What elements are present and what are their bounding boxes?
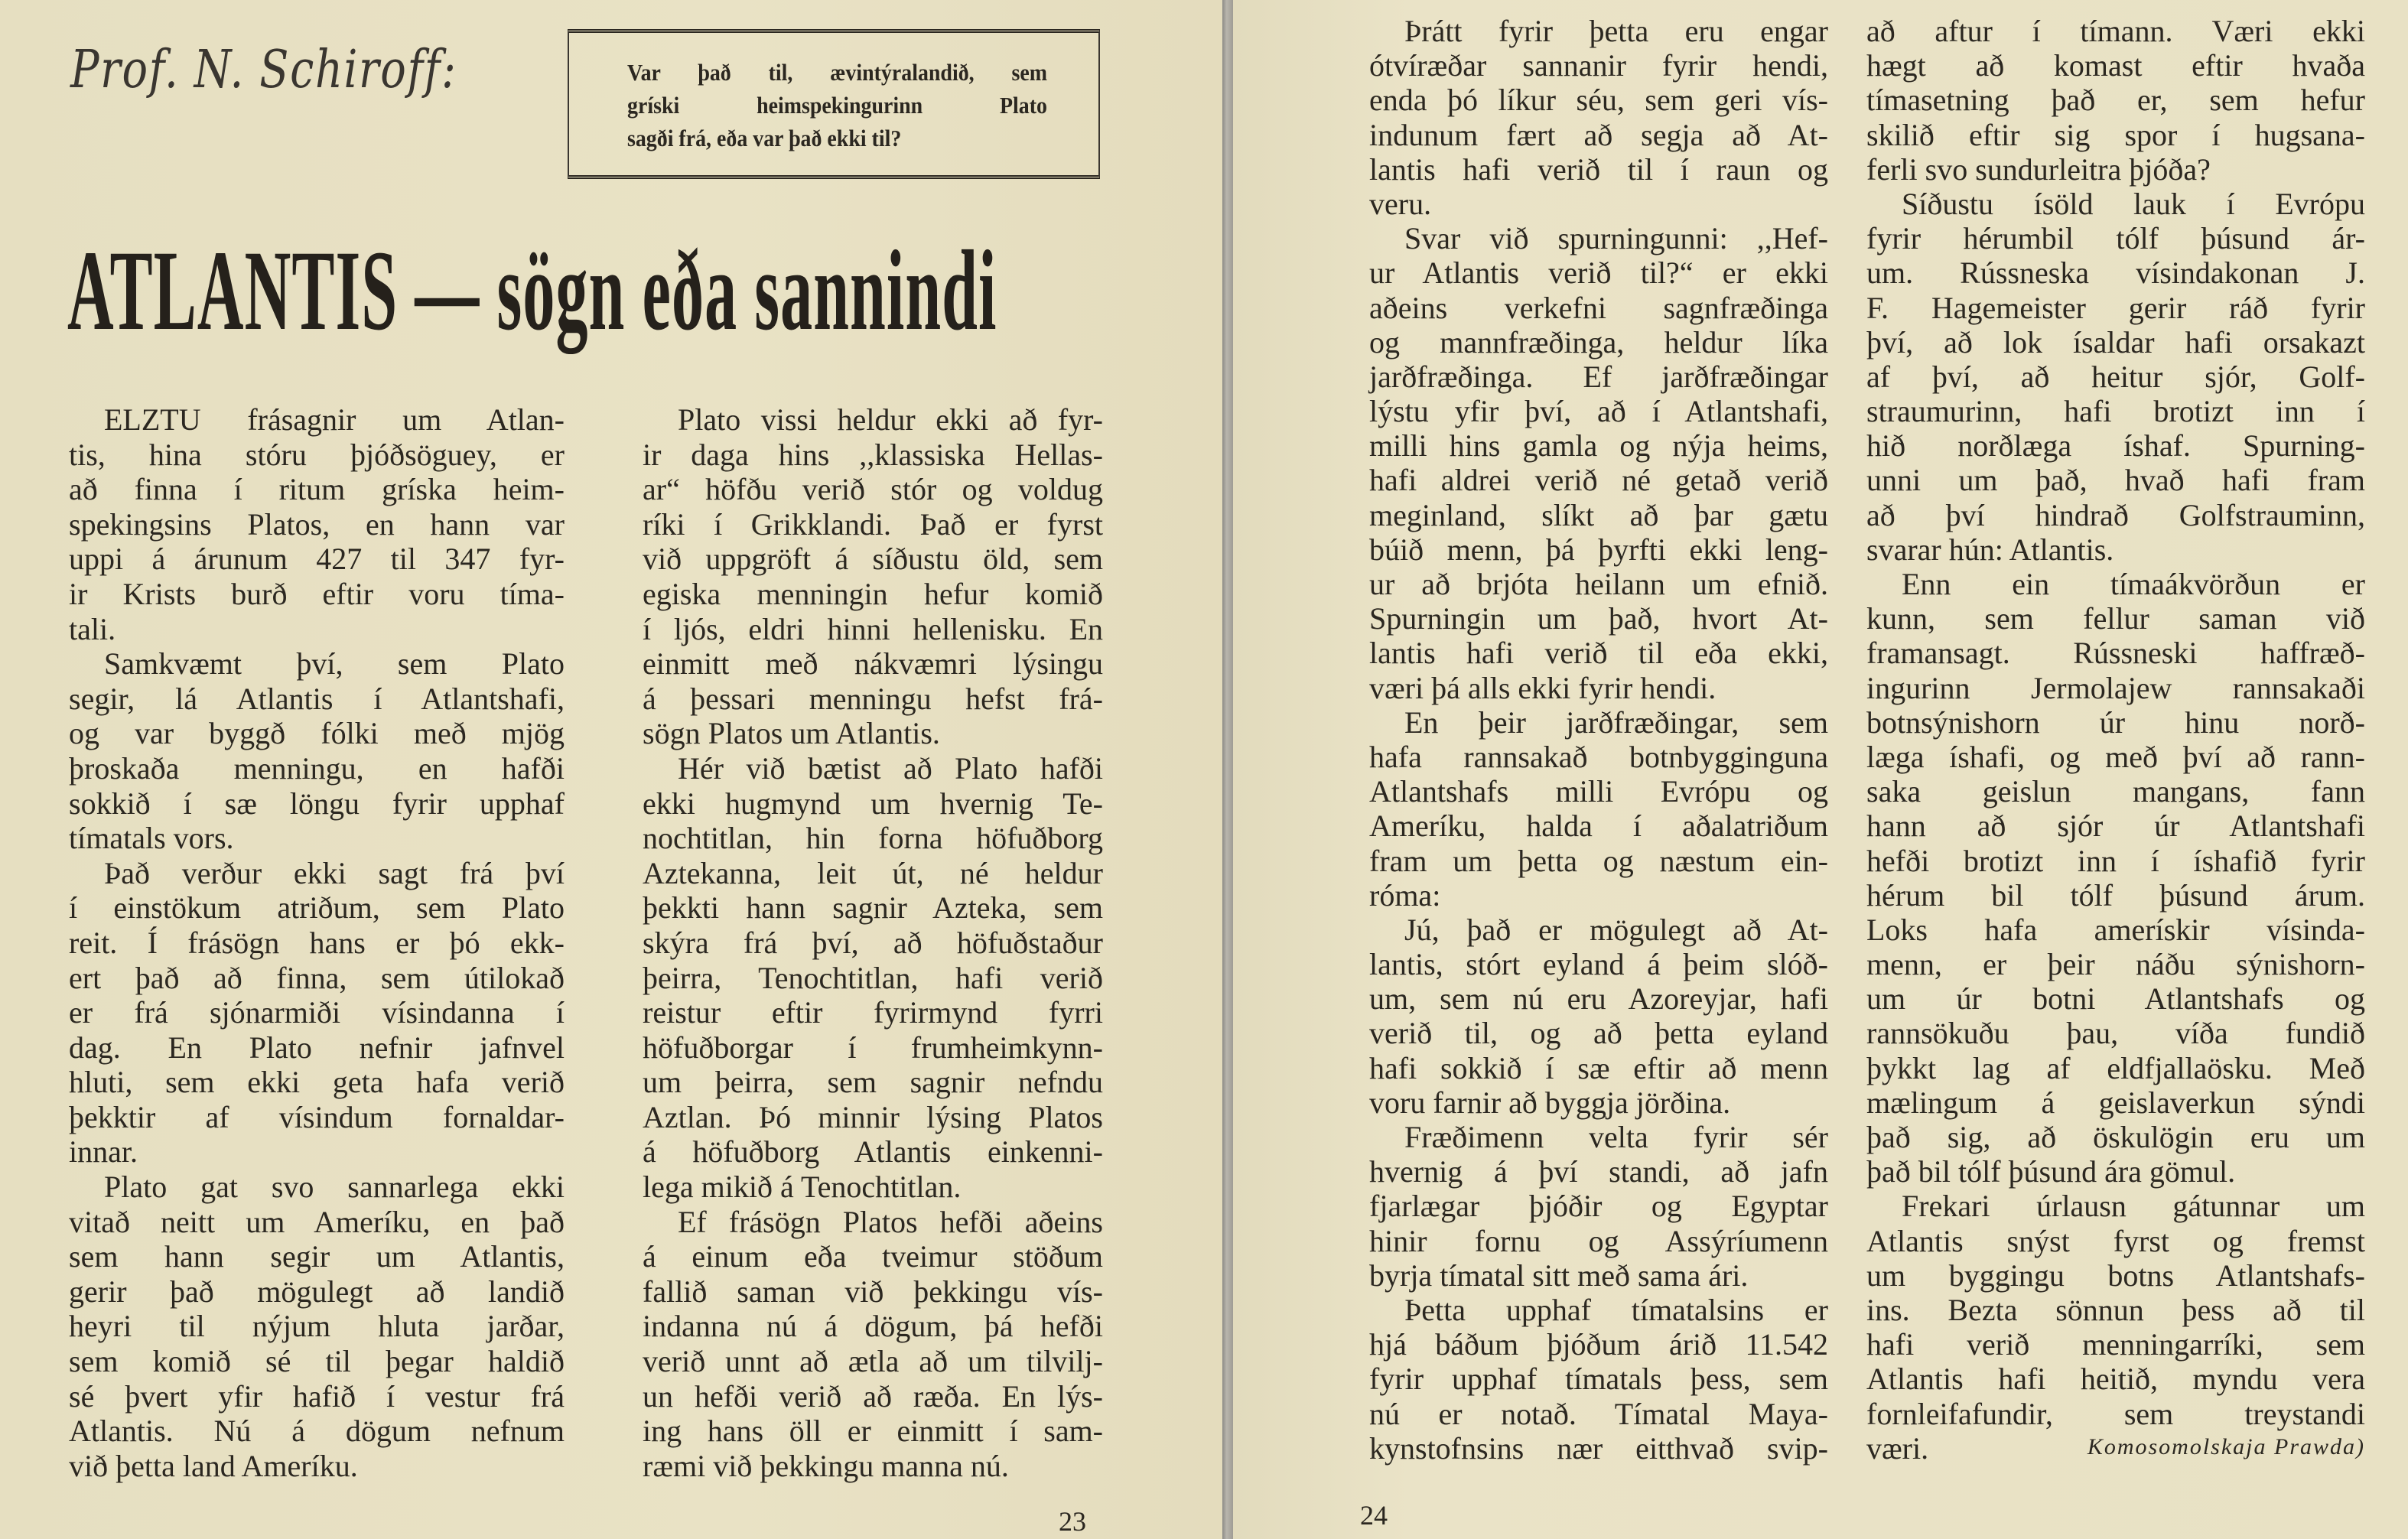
text-line: botnsýnishorn úr hinu norð- (1866, 704, 2365, 740)
text-line: Þetta upphaf tímatalsins er (1404, 1292, 1828, 1327)
text-line: um, sem nú eru Azoreyjar, hafi (1369, 981, 1828, 1017)
paragraph (69, 402, 565, 646)
text-line: einmitt með nákvæmri lýsingu (643, 646, 1103, 682)
text-line: En þeir jarðfræðingar, sem (1404, 704, 1828, 740)
text-line: róma: (1369, 877, 1441, 913)
text-line: búið menn, þá þyrfti ekki leng- (1369, 532, 1828, 567)
deck-line: Var það til, ævintýralandið, sem (627, 59, 1047, 86)
text-line: sokkið í sæ löngu fyrir upphaf (69, 786, 565, 821)
text-line: segir, lá Atlantis í Atlantshafi, (69, 681, 565, 716)
text-line: ekki hugmynd um hvernig Te- (643, 786, 1103, 821)
text-line: fjarlægar þjóðir og Egyptar (1369, 1189, 1828, 1224)
text-line: byrja tímatal sitt með sama ári. (1369, 1258, 1749, 1293)
text-line: Hér við bætist að Plato hafði (678, 750, 1103, 786)
text-line: tali. (69, 611, 116, 646)
text-line: Plato vissi heldur ekki að fyr- (678, 402, 1103, 437)
text-line: uppi á árunum 427 til 347 fyr- (69, 542, 565, 577)
text-line: að finna í ritum gríska heim- (69, 472, 565, 507)
text-line: fyrir upphaf tímatals þess, sem (1369, 1362, 1828, 1397)
text-line: Samkvæmt því, sem Plato (104, 646, 565, 682)
text-line: hægt að komast eftir hvaða (1866, 48, 2365, 83)
text-line: menn, er þeir náðu sýnishorn- (1866, 947, 2365, 982)
paragraph (1866, 14, 2365, 187)
text-line: ingurinn Jermolajew rannsakaði (1866, 670, 2365, 705)
text-line: un hefði verið að ræða. En lýs- (643, 1378, 1103, 1414)
text-line: F. Hagemeister gerir ráð fyrir (1866, 290, 2365, 325)
text-line: þeirra, Tenochtitlan, hafi verið (643, 960, 1103, 995)
page-number-right: 24 (1360, 1500, 1388, 1531)
text-line: ir Krists burð eftir voru tíma- (69, 576, 565, 611)
text-column-4 (1866, 14, 2365, 1466)
text-line: aðeins verkefni sagnfræðinga (1369, 290, 1828, 325)
text-line: skilið eftir sig spor í hugsana- (1866, 117, 2365, 152)
text-line: væri þá alls ekki fyrir hendi. (1369, 670, 1717, 705)
text-line: tímatals vors. (69, 821, 234, 856)
paragraph (1369, 913, 1828, 1120)
text-line: ræmi við þekkingu manna nú. (643, 1448, 1009, 1483)
deck-box (568, 29, 1100, 179)
text-line: Enn ein tímaákvörðun er (1902, 567, 2365, 601)
text-line: er frá sjónarmiði vísindanna í (69, 995, 565, 1030)
text-line: lantis hafi verið til eða ekki, (1369, 636, 1828, 671)
text-line: tis, hina stóru þjóðsöguey, er (69, 437, 565, 472)
text-line: reit. Í frásögn hans er þó ekk- (69, 925, 565, 960)
paragraph (69, 646, 565, 856)
deck-line: gríski heimspekingurinn Plato (627, 92, 1047, 119)
deck-line: sagði frá, eða var það ekki til? (627, 125, 902, 151)
paragraph (1866, 567, 2365, 1189)
text-line: þroskaða menningu, en hafði (69, 750, 565, 786)
paragraph (1369, 14, 1828, 221)
page-number-left: 23 (1059, 1506, 1086, 1537)
text-line: um úr botni Atlantshafs og (1866, 981, 2365, 1017)
text-line: lantis, stórt eyland á þeim slóð- (1369, 947, 1828, 982)
text-column-2 (643, 402, 1103, 1483)
paragraph (1369, 221, 1828, 705)
text-line: jarðfræðinga. Ef jarðfræðingar (1369, 359, 1828, 394)
text-line: verið unnt að ætla að um tilvilj- (643, 1344, 1103, 1379)
text-line: fram um þetta og næstum ein- (1369, 843, 1828, 878)
author-byline: Prof. N. Schiroff: (70, 40, 457, 100)
text-line: Ameríku, halda í aðalatriðum (1369, 809, 1828, 844)
text-line: um. Rússneska vísindakonan J. (1866, 255, 2365, 291)
text-line: Plato gat svo sannarlega ekki (104, 1170, 565, 1205)
paragraph (1866, 1189, 2365, 1466)
text-line: Frekari úrlausn gátunnar um (1902, 1189, 2365, 1224)
text-line: innar. (69, 1134, 138, 1170)
text-line: Atlantshafs milli Evrópu og (1369, 774, 1828, 809)
text-line: á höfuðborg Atlantis einkenni- (643, 1134, 1103, 1170)
text-line: höfuðborgar í frumheimkynn- (643, 1030, 1103, 1065)
paragraph (643, 1205, 1103, 1484)
text-line: á einum eða tveimur stöðum (643, 1239, 1103, 1274)
text-line: straumurinn, hafi brotizt inn í (1866, 394, 2365, 429)
text-line: Spurningin um það, hvort At- (1369, 601, 1828, 636)
text-line: það bil tólf þúsund ára gömul. (1866, 1154, 2236, 1189)
text-line: ferli svo sundurleitra þjóða? (1866, 151, 2211, 187)
text-line: reistur eftir fyrirmynd fyrri (643, 995, 1103, 1030)
text-line: egiska menningin hefur komið (643, 576, 1103, 611)
text-line: Atlantis snýst fyrst og fremst (1866, 1223, 2365, 1258)
text-line: Ef frásögn Platos hefði aðeins (678, 1204, 1103, 1239)
text-line: um þeirra, sem sagnir nefndu (643, 1065, 1103, 1100)
paragraph (1866, 187, 2365, 567)
text-line: vitað neitt um Ameríku, en það (69, 1204, 565, 1239)
text-line: Atlantis hafi heitið, myndu vera (1866, 1362, 2365, 1397)
text-line: tímasetning það er, sem hefur (1866, 83, 2365, 118)
text-line: verið til, og að þetta eyland (1369, 1016, 1828, 1051)
text-line: voru farnir að byggja jörðina. (1369, 1085, 1731, 1120)
text-line: hinir fornu og Assýríumenn (1369, 1223, 1828, 1258)
text-line: við þetta land Ameríku. (69, 1448, 358, 1483)
text-line: ríki í Grikklandi. Það er fyrst (643, 506, 1103, 542)
text-line: Fræðimenn velta fyrir sér (1404, 1120, 1828, 1154)
text-line: ótvíræðar sannanir fyrir hendi, (1369, 48, 1828, 83)
text-line: sögn Platos um Atlantis. (643, 716, 940, 751)
text-line: hafi aldrei verið né getað verið (1369, 463, 1828, 498)
text-line: í ljós, eldri hinni hellenisku. En (643, 611, 1103, 646)
text-line: heyri til nýjum hluta jarðar, (69, 1309, 565, 1344)
text-line: Aztekanna, leit út, né heldur (643, 855, 1103, 890)
text-line: að því hindrað Golfstrauminn, (1866, 497, 2365, 532)
text-line: hið norðlæga íshaf. Spurning- (1866, 428, 2365, 464)
text-line: Síðustu ísöld lauk í Evrópu (1902, 186, 2365, 221)
text-line: nochtitlan, hin forna höfuðborg (643, 821, 1103, 856)
text-line: Loks hafa amerískir vísinda- (1866, 912, 2365, 947)
text-line: lýstu yfir því, að í Atlantshafi, (1369, 394, 1828, 429)
text-line: ar“ höfðu verið stór og voldug (643, 472, 1103, 507)
text-line: gerir það mögulegt að landið (69, 1274, 565, 1309)
text-line: læga íshafi, og með því að rann- (1866, 739, 2365, 774)
text-line: ur Atlantis verið til?“ er ekki (1369, 255, 1828, 291)
text-line: fyrir hérumbil tólf þúsund ár- (1866, 221, 2365, 256)
text-line: fallið saman við þekkingu vís- (643, 1274, 1103, 1309)
text-line: hafi verið menningarríki, sem (1866, 1327, 2365, 1362)
text-line: Þrátt fyrir þetta eru engar (1404, 14, 1828, 48)
paragraph (1369, 1120, 1828, 1293)
text-line: meginland, slíkt að þar gætu (1369, 497, 1828, 532)
text-line: hvernig á því standi, að jafn (1369, 1154, 1828, 1189)
text-line: af því, að heitur sjór, Golf- (1866, 359, 2365, 394)
text-line: unni um það, hvað hafi fram (1866, 463, 2365, 498)
text-line: hefði brotizt inn í íshafið fyrir (1866, 843, 2365, 878)
text-line: hérum bil tólf þúsund árum. (1866, 877, 2365, 913)
text-line: og mannfræðinga, heldur líka (1369, 324, 1828, 360)
source-signature: Komosomolskaja Prawda) (2087, 1433, 2365, 1459)
text-line: kunn, sem fellur saman við (1866, 601, 2365, 636)
text-line: veru. (1369, 186, 1432, 221)
text-line: því, að lok ísaldar hafi orsakazt (1866, 324, 2365, 360)
text-line: dag. En Plato nefnir jafnvel (69, 1030, 565, 1065)
text-line: hafi sokkið í sæ eftir að menn (1369, 1050, 1828, 1085)
text-line: sem komið sé til þegar haldið (69, 1344, 565, 1379)
article-headline: ATLANTIS — sögn eða sannindi (67, 227, 997, 354)
text-line: skýra frá því, að höfuðstaður (643, 925, 1103, 960)
text-line: að aftur í tímann. Væri ekki (1866, 14, 2365, 48)
text-line: lantis hafi verið til í raun og (1369, 151, 1828, 187)
paragraph (69, 856, 565, 1170)
text-line: indanna nú á dögum, þá hefði (643, 1309, 1103, 1344)
text-line: Aztlan. Þó minnir lýsing Platos (643, 1099, 1103, 1134)
text-line: milli hins gamla og nýja heims, (1369, 428, 1828, 464)
text-line: mælingum á geislaverkun sýndi (1866, 1085, 2365, 1120)
text-line: ins. Bezta sönnun þess að til (1866, 1292, 2365, 1327)
text-line: sé þvert yfir hafið í vestur frá (69, 1378, 565, 1414)
text-line: það sig, að öskulögin eru um (1866, 1120, 2365, 1154)
text-line: í einstökum atriðum, sem Plato (69, 890, 565, 926)
paragraph (1369, 705, 1828, 913)
paragraph (643, 751, 1103, 1205)
text-line: Það verður ekki sagt frá því (104, 855, 565, 890)
text-line: fornleifafundir, sem treystandi (1866, 1396, 2365, 1431)
text-line: kynstofnsins nær eitthvað svip- (1369, 1430, 1828, 1466)
text-line: lega mikið á Tenochtitlan. (643, 1170, 962, 1205)
text-line: þekktir af vísindum fornaldar- (69, 1099, 565, 1134)
text-line: hluti, sem ekki geta hafa verið (69, 1065, 565, 1100)
text-line: Svar við spurningunni: ,,Hef- (1404, 221, 1828, 256)
text-line: hjá báðum þjóðum árið 11.542 (1369, 1327, 1828, 1362)
text-line: rannsökuðu þau, víða fundið (1866, 1016, 2365, 1051)
text-line: ing hans öll er einmitt í sam- (643, 1414, 1103, 1449)
text-line: þykkt lag af eldfjallaösku. Með (1866, 1050, 2365, 1085)
text-line: og var byggð fólki með mjög (69, 716, 565, 751)
text-column-3 (1369, 14, 1828, 1466)
text-line: svarar hún: Atlantis. (1866, 532, 2114, 567)
text-line: um byggingu botns Atlantshafs- (1866, 1258, 2365, 1293)
text-line: saka geislun mangans, fann (1866, 774, 2365, 809)
text-line: hafa rannsakað botnbygginguna (1369, 739, 1828, 774)
text-line: hann að sjór úr Atlantshafi (1866, 809, 2365, 844)
text-line: enda þó líkur séu, sem geri vís- (1369, 83, 1828, 118)
text-line: framansagt. Rússneski haffræð- (1866, 636, 2365, 671)
text-line: væri. (1866, 1430, 1929, 1466)
paragraph (1369, 1293, 1828, 1466)
text-line: þekkti hann sagnir Azteka, sem (643, 890, 1103, 926)
text-line: spekingsins Platos, en hann var (69, 506, 565, 542)
text-line: sem hann segir um Atlantis, (69, 1239, 565, 1274)
text-line: ert það að finna, sem útilokað (69, 960, 565, 995)
text-line: við uppgröft á síðustu öld, sem (643, 542, 1103, 577)
text-column-1 (69, 402, 565, 1483)
text-line: ur að brjóta heilann um efnið. (1369, 567, 1828, 601)
book-gutter (1222, 0, 1233, 1539)
text-line: Jú, það er mögulegt að At- (1404, 912, 1828, 947)
text-line: Atlantis. Nú á dögum nefnum (69, 1414, 565, 1449)
text-line: nú er notað. Tímatal Maya- (1369, 1396, 1828, 1431)
text-line: á þessari menningu hefst frá- (643, 681, 1103, 716)
text-line: ir daga hins ,,klassiska Hellas- (643, 437, 1103, 472)
text-line: ELZTU frásagnir um Atlan- (104, 402, 565, 437)
paragraph (643, 402, 1103, 751)
paragraph (69, 1170, 565, 1483)
text-line: indunum fært að segja að At- (1369, 117, 1828, 152)
